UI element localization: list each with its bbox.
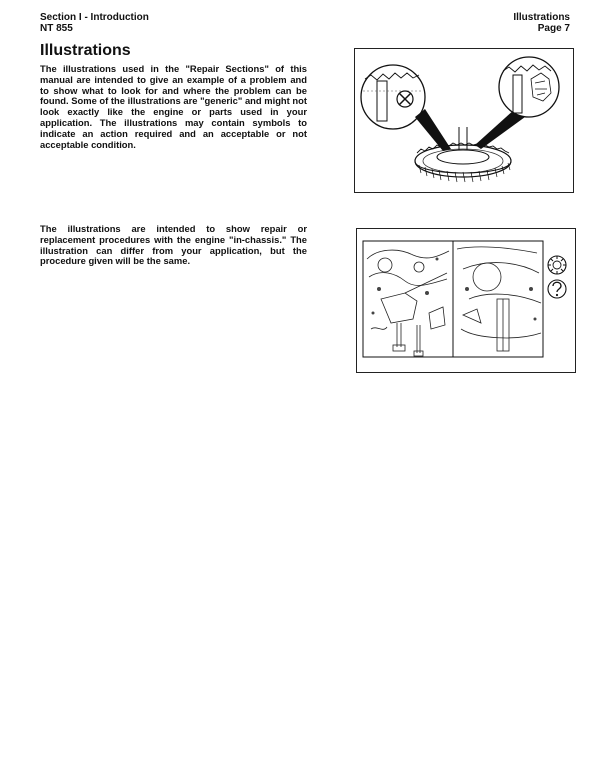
paragraph-intro-part-2: look exactly like the engine or parts used in your application. The illustrations may contain symbols to indicate an action required and an acceptable or	[40, 106, 307, 139]
gear-illustration	[354, 48, 574, 193]
question-symbol	[548, 280, 566, 298]
page-title: Illustrations	[40, 42, 131, 59]
not-acceptable-symbol	[397, 91, 413, 107]
section-label: Section I - Introduction	[40, 12, 149, 23]
page-header-right	[513, 12, 570, 34]
paragraph-intro-emphasis-1: not	[292, 95, 307, 107]
page-number: Page 7	[537, 23, 570, 34]
gear-symbol	[548, 256, 566, 274]
paragraph-procedures: The illustrations are intended to show repair or replacement procedures with the engine "in-chassis." The illustration can differ from your application, but the procedure given will be the same.	[40, 223, 307, 267]
model-label: NT 855	[40, 23, 73, 34]
procedure-drawing	[357, 229, 575, 372]
paragraph-intro-part-1: The illustrations used in the "Repair Sections" of this manual are intended to give an example of a problem and to show what to look for and where the problem can be found. Some of the illustrations are "generic" and might	[40, 63, 307, 107]
page-header-left	[40, 12, 149, 34]
paragraph-intro-emphasis-2: not	[292, 127, 307, 139]
topic-label: Illustrations	[513, 12, 570, 23]
paragraph-intro	[40, 64, 307, 150]
paragraph-intro-part-3: acceptable condition.	[40, 138, 136, 150]
gear-drawing	[355, 49, 573, 192]
procedure-illustration	[356, 228, 576, 373]
